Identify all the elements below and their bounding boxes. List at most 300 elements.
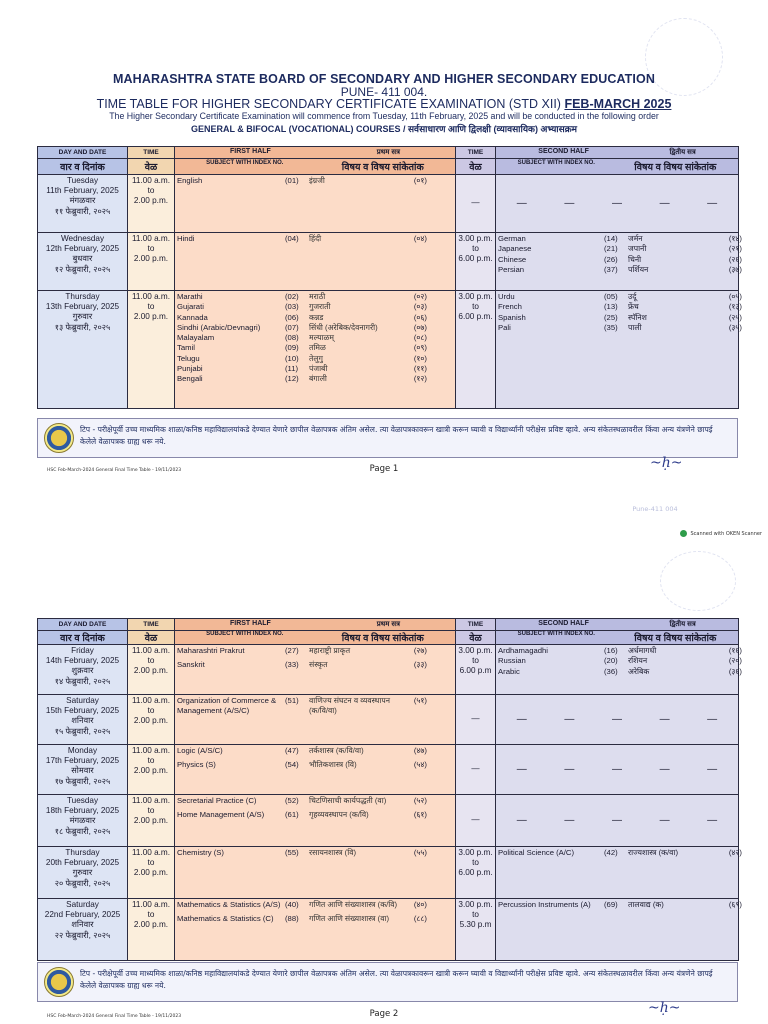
first-half-time-cell	[128, 745, 175, 795]
subject-en: Spanish	[498, 312, 526, 322]
subject-entry	[498, 322, 742, 333]
subject-code: (36)	[604, 666, 618, 676]
table-row	[38, 847, 739, 899]
subject-en: French	[498, 302, 522, 312]
subject-en: Arabic	[498, 666, 520, 676]
subject-en: English	[177, 176, 203, 185]
dash-mark: —	[611, 815, 622, 826]
board-seal-stamp-2	[660, 551, 736, 611]
subject-en: Malayalam	[177, 333, 215, 343]
subject-mr: चिटणिसाची कार्यपद्धती (वा)	[309, 796, 387, 805]
table-row	[38, 899, 739, 961]
footer-file-label: HSC Feb-March-2024 General Final Time Table - 19/11/2023	[47, 1014, 182, 1019]
subject-mcode: (११)	[413, 364, 427, 374]
table-row	[38, 175, 739, 233]
header-time-mr: वेळ	[128, 159, 175, 175]
header-first-half	[175, 147, 456, 159]
time-line: 3.00 p.m.	[458, 900, 493, 909]
subject-mcode: (२६)	[728, 254, 742, 264]
subject-mr: तालवाद्य (क)	[628, 900, 664, 909]
first-half-time-cell	[128, 795, 175, 847]
subject-mcode: (०४)	[413, 234, 427, 243]
subject-code: (14)	[604, 234, 618, 243]
day-date-line: Thursday	[65, 848, 100, 857]
header-day-date: DAY AND DATE	[38, 619, 128, 631]
subject-mr: बंगाली	[309, 374, 327, 384]
subject-mcode: (४०)	[413, 900, 427, 909]
subject-en: Tamil	[177, 343, 195, 353]
scanner-logo-icon	[680, 530, 687, 537]
second-half-subjects-cell	[496, 233, 742, 291]
subject-mr: महाराष्ट्री प्राकृत	[309, 646, 351, 655]
second-half-time-cell	[456, 291, 496, 409]
subject-mr: इंग्रजी	[309, 176, 325, 185]
second-half-subjects-cell	[496, 899, 742, 961]
day-date-cell	[38, 795, 128, 847]
day-date-line: गुरुवार	[72, 312, 93, 322]
subject-mr: उर्दू	[628, 292, 637, 301]
subject-entry	[177, 660, 453, 670]
day-date-line: १२ फेब्रुवारी, २०२५	[54, 264, 111, 274]
day-date-line: 17th February, 2025	[45, 756, 120, 766]
time-line: —	[471, 815, 480, 825]
subject-entry	[177, 364, 453, 374]
first-half-time-cell	[128, 645, 175, 695]
time-line: 2.00 p.m.	[133, 312, 169, 322]
day-date-line: 13th February, 2025	[45, 302, 120, 312]
subject-mcode: (६१)	[413, 810, 427, 820]
subject-entry	[498, 264, 742, 275]
subject-code: (55)	[285, 848, 299, 857]
subject-en: Kannada	[177, 312, 208, 322]
subject-en: Pali	[498, 322, 511, 332]
subject-en: Gujarati	[177, 302, 204, 312]
day-date-line: Wednesday	[60, 234, 105, 243]
table-row	[38, 795, 739, 847]
day-date-line: १८ फेब्रुवारी, २०२५	[54, 826, 111, 836]
second-half-time-cell	[456, 645, 496, 695]
subject-mr: तर्कशास्त्र (क/वि/वा)	[309, 746, 364, 755]
subject-en: Sanskrit	[177, 660, 205, 670]
subject-code: (33)	[285, 660, 299, 670]
time-line: 3.00 p.m.	[458, 848, 493, 857]
header-first-half-mr: प्रथम सत्र	[376, 149, 400, 156]
day-date-line: Friday	[71, 646, 94, 655]
subject-mcode: (१३)	[728, 302, 742, 312]
scanner-text: Scanned with OKEN Scanner	[690, 530, 762, 537]
subject-mr: अर्धमागधी	[628, 646, 657, 655]
header-time-2: TIME	[456, 147, 496, 159]
subject-entry	[498, 646, 742, 656]
first-half-time-cell	[128, 695, 175, 745]
board-logo-icon	[44, 967, 74, 997]
table-row	[38, 695, 739, 745]
second-half-subjects-cell	[496, 847, 742, 899]
subject-mr: जर्मन	[628, 234, 643, 243]
first-half-subjects-cell	[175, 291, 456, 409]
page-number: Page 2	[369, 1009, 399, 1019]
day-date-line: 11th February, 2025	[46, 186, 119, 196]
dash-mark: —	[707, 815, 718, 826]
time-line: 11.00 a.m.	[131, 292, 171, 301]
dash-mark: —	[707, 198, 718, 209]
subject-entry	[498, 302, 742, 312]
header-first-half-en: FIRST HALF	[229, 148, 271, 155]
subject-entry	[177, 176, 453, 186]
subject-en: Punjabi	[177, 364, 203, 374]
day-date-line: १७ फेब्रुवारी, २०२५	[54, 776, 111, 786]
subject-entry	[177, 760, 453, 770]
subject-mcode: (०२)	[413, 292, 427, 301]
day-date-line: शनिवार	[71, 716, 94, 726]
time-line: —	[471, 714, 480, 724]
time-line: 2.00 p.m.	[133, 920, 169, 930]
second-half-time-cell	[456, 899, 496, 961]
header-fh-subject-mr: विषय व विषय सांकेतांक	[341, 633, 424, 644]
subject-en: Chinese	[498, 254, 527, 264]
subject-entry	[177, 234, 453, 244]
empty-session-dashes	[498, 714, 736, 725]
header-second-half-en: SECOND HALF	[538, 148, 589, 155]
subject-mcode: (५४)	[413, 760, 427, 770]
subject-mr: रसायनशास्त्र (वि)	[309, 848, 357, 857]
time-line: 11.00 a.m.	[131, 746, 171, 755]
time-line: to	[472, 910, 479, 920]
subject-code: (10)	[285, 353, 299, 363]
dash-mark: —	[516, 198, 527, 209]
subject-mr: पर्शियन	[628, 264, 649, 274]
subject-entry	[498, 900, 742, 910]
day-date-cell	[38, 175, 128, 233]
subject-en: Chemistry (S)	[177, 848, 224, 857]
subject-entry	[177, 848, 453, 858]
board-title: MAHARASHTRA STATE BOARD OF SECONDARY AND HIGHER SECONDARY EDUCATION	[113, 72, 655, 86]
subject-mcode: (०६)	[413, 312, 427, 322]
subject-en: Home Management (A/S)	[177, 810, 265, 820]
day-date-line: शनिवार	[71, 920, 94, 930]
subject-entry	[177, 646, 453, 656]
subject-en: Russian	[498, 656, 526, 666]
header-first-half-en: FIRST HALF	[229, 620, 271, 627]
day-date-line: १४ फेब्रुवारी, २०२५	[54, 676, 111, 686]
subject-code: (26)	[604, 254, 618, 264]
subject-mcode: (३७)	[728, 264, 742, 274]
dash-mark: —	[659, 815, 670, 826]
time-line: 11.00 a.m.	[131, 234, 171, 243]
first-half-subjects-cell	[175, 795, 456, 847]
board-logo-icon	[44, 423, 74, 453]
subject-en: Marathi	[177, 292, 203, 301]
header-second-half	[496, 619, 739, 631]
subject-mr: गणित आणि संख्याशास्त्र (वा)	[309, 914, 390, 924]
page-gap	[0, 527, 768, 545]
subject-mr: मल्याळम्	[309, 333, 334, 343]
header-second-half-mr: द्वितीय सत्र	[669, 149, 696, 156]
day-date-line: मंगळवार	[69, 816, 96, 826]
subject-entry	[498, 234, 742, 244]
time-line: —	[471, 764, 480, 774]
timetable-page-2	[37, 618, 742, 961]
dash-mark: —	[659, 714, 670, 725]
subject-mr: मराठी	[309, 292, 326, 301]
subject-en: Physics (S)	[177, 760, 216, 770]
header-second-half-en: SECOND HALF	[538, 620, 589, 627]
time-line: 11.00 a.m.	[131, 696, 171, 705]
dash-mark: —	[564, 714, 575, 725]
header-first-half-sub	[175, 631, 456, 645]
subject-code: (51)	[285, 696, 299, 705]
subject-code: (61)	[285, 810, 299, 820]
subject-entry	[177, 746, 453, 756]
time-line: 6.00 p.m	[459, 666, 492, 676]
header-day-date-mr: वार व दिनांक	[38, 631, 128, 645]
subject-mr: संस्कृत	[309, 660, 328, 670]
subject-en: Sindhi (Arabic/Devnagri)	[177, 322, 261, 332]
time-line: to	[147, 756, 155, 766]
second-half-subjects-cell	[496, 291, 742, 409]
board-address: PUNE- 411 004.	[340, 85, 428, 99]
subject-mr: भौतिकशास्त्र (वि)	[309, 760, 357, 770]
subject-code: (54)	[285, 760, 299, 770]
subject-code: (47)	[285, 746, 299, 755]
day-date-cell	[38, 847, 128, 899]
subject-en: Maharashtri Prakrut	[177, 646, 245, 655]
day-date-line: 20th February, 2025	[45, 858, 120, 868]
subject-entry	[498, 254, 742, 265]
subject-code: (02)	[285, 292, 299, 301]
second-half-time-cell	[456, 233, 496, 291]
header-time-2-mr: वेळ	[456, 159, 496, 175]
subject-mr: फ्रेंच	[628, 302, 639, 312]
first-half-time-cell	[128, 233, 175, 291]
subject-en: Hindi	[177, 234, 195, 243]
subject-en: Mathematics & Statistics (C)	[177, 914, 274, 924]
subject-code: (37)	[604, 264, 618, 274]
subject-mr: कन्नड	[309, 312, 324, 322]
header-fh-subject-en: SUBJECT WITH INDEX NO.	[206, 631, 284, 637]
day-date-cell	[38, 899, 128, 961]
header-day-date-mr: वार व दिनांक	[38, 159, 128, 175]
day-date-line: Saturday	[66, 696, 99, 705]
table-row	[38, 291, 739, 409]
day-date-line: सोमवार	[71, 766, 94, 776]
subject-mcode: (१२)	[413, 374, 427, 384]
second-half-time-cell	[456, 795, 496, 847]
second-half-subjects-cell	[496, 645, 742, 695]
day-date-line: बुधवार	[72, 254, 93, 264]
subject-entry	[177, 333, 453, 343]
subject-mcode: (२१)	[728, 244, 742, 254]
subject-code: (03)	[285, 302, 299, 312]
subject-code: (42)	[604, 848, 618, 857]
subject-mr: गुजराती	[309, 302, 331, 312]
first-half-subjects-cell	[175, 695, 456, 745]
subject-mcode: (३५)	[728, 322, 742, 332]
subject-mr: तमिळ	[309, 343, 326, 353]
subject-mr: चिनी	[628, 254, 642, 264]
day-date-line: Tuesday	[66, 796, 99, 805]
first-half-subjects-cell	[175, 847, 456, 899]
dash-mark: —	[611, 714, 622, 725]
day-date-line: 14th February, 2025	[45, 656, 120, 666]
header-time-2-mr: वेळ	[456, 631, 496, 645]
header-second-half-mr: द्वितीय सत्र	[669, 621, 696, 628]
time-line: 6.00 p.m.	[458, 254, 493, 264]
header-time-mr: वेळ	[128, 631, 175, 645]
subject-entry	[498, 656, 742, 666]
table-row	[38, 233, 739, 291]
time-line: to	[472, 302, 479, 312]
day-date-line: Thursday	[65, 292, 100, 301]
timetable-title	[0, 97, 768, 111]
subject-en: Political Science (A/C)	[498, 848, 575, 857]
header-sh-subject-mr: विषय व विषय सांकेतांक	[634, 162, 717, 173]
time-line: to	[147, 302, 155, 312]
first-half-subjects-cell	[175, 645, 456, 695]
time-line: 3.00 p.m.	[458, 646, 493, 655]
stamp-text-line: Pune-411 004	[632, 505, 678, 513]
subject-en: Mathematics & Statistics (A/S)	[177, 900, 281, 909]
table-row	[38, 645, 739, 695]
signature: ~ḥ~	[650, 455, 683, 471]
header-day-date: DAY AND DATE	[38, 147, 128, 159]
day-date-line: 12th February, 2025	[45, 244, 120, 254]
subject-en: Secretarial Practice (C)	[177, 796, 257, 805]
subject-en: Japanese	[498, 244, 532, 254]
dash-mark: —	[707, 714, 718, 725]
note-box	[37, 962, 738, 1002]
stamp-text	[600, 505, 710, 513]
subject-mr: गणित आणि संख्याशास्त्र (क/वि)	[309, 900, 398, 909]
header-second-half	[496, 147, 739, 159]
subject-en: Logic (A/S/C)	[177, 746, 223, 755]
header-sh-subject-mr: विषय व विषय सांकेतांक	[634, 633, 717, 644]
dash-mark: —	[611, 198, 622, 209]
subject-entry	[177, 292, 453, 302]
subject-mr: पाली	[628, 322, 642, 332]
subject-code: (27)	[285, 646, 299, 655]
subject-en: Ardhamagadhi	[498, 646, 549, 655]
day-date-cell	[38, 745, 128, 795]
subject-code: (69)	[604, 900, 618, 909]
dash-mark: —	[611, 764, 622, 775]
time-line: 5.30 p.m	[459, 920, 492, 930]
day-date-line: 22nd February, 2025	[44, 910, 121, 920]
subject-mr: पंजाबी	[309, 364, 328, 374]
dash-mark: —	[516, 764, 527, 775]
subject-mr: राज्यशास्त्र (क/वा)	[628, 848, 679, 857]
footer-file-label: HSC Feb-March-2024 General Final Time Table - 19/11/2023	[47, 468, 182, 473]
day-date-line: Saturday	[66, 900, 99, 909]
second-half-subjects-cell	[496, 745, 739, 795]
subject-code: (25)	[604, 312, 618, 322]
subject-code: (16)	[604, 646, 618, 655]
first-half-subjects-cell	[175, 175, 456, 233]
subject-code: (21)	[604, 244, 618, 254]
dash-mark: —	[707, 764, 718, 775]
subject-entry	[177, 900, 453, 910]
header-first-half-mr: प्रथम सत्र	[376, 621, 400, 628]
header-time: TIME	[128, 147, 175, 159]
time-line: 6.00 p.m.	[458, 868, 493, 878]
time-line: 2.00 p.m.	[133, 196, 169, 206]
header-first-half-sub	[175, 159, 456, 175]
subject-mcode: (०९)	[413, 343, 427, 353]
timetable-page-1	[37, 146, 742, 409]
day-date-line: Monday	[67, 746, 98, 755]
time-line: 11.00 a.m.	[131, 848, 171, 857]
second-half-subjects-cell	[496, 695, 739, 745]
subject-entry	[177, 796, 453, 806]
day-date-cell	[38, 695, 128, 745]
note-text: टिप - परीक्षेपूर्वी उच्च माध्यमिक शाळा/कनिष्ठ महाविद्यालयांकडे देण्यात येणारे छापील वेळापत्रक अंतिम असेल. त्या वेळापत्रकावरून खात्री करून घ्यावी व विद्यार्थ्यांनी परीक्षेस प्रविष्ट व्हावे. अन्य संकेतस्थळावरील किंवा अन्य यंत्रणेने छापई केलेले वेळापत्रक ग्राह्य धरू नये.	[80, 969, 713, 990]
second-half-time-cell	[456, 745, 496, 795]
subject-mr: जपानी	[628, 244, 647, 254]
subject-mr: स्पॅनिश	[628, 312, 647, 322]
time-line: to	[472, 244, 479, 254]
subject-mcode: (१४)	[728, 234, 742, 243]
subject-code: (52)	[285, 796, 299, 805]
time-line: 2.00 p.m.	[133, 254, 169, 264]
intro-text: The Higher Secondary Certificate Examination will commence from Tuesday, 11th February, 2025 and will be conducted in the following order	[109, 111, 659, 121]
day-date-line: शुक्रवार	[71, 666, 94, 676]
day-date-line: १३ फेब्रुवारी, २०२५	[54, 322, 111, 332]
subject-mr: सिंधी (अरेबिक/देवनागरी)	[309, 322, 378, 332]
subject-entry	[177, 302, 453, 312]
subject-entry	[177, 914, 453, 924]
time-line: 6.00 p.m.	[458, 312, 493, 322]
time-line: to	[147, 910, 155, 920]
subject-entry	[498, 244, 742, 254]
courses-text: GENERAL & BIFOCAL (VOCATIONAL) COURSES / सर्वसाधारण आणि द्विलक्षी (व्यावसायिक) अभ्यासक्रम	[190, 124, 578, 134]
subject-code: (20)	[604, 656, 618, 666]
time-line: to	[147, 706, 155, 716]
time-line: 3.00 p.m.	[458, 292, 493, 301]
subject-entry	[177, 354, 453, 364]
day-date-line: 15th February, 2025	[45, 706, 120, 716]
dash-mark: —	[564, 815, 575, 826]
subject-mcode: (०८)	[413, 333, 427, 343]
subject-entry	[498, 848, 742, 858]
subject-entry	[177, 343, 453, 353]
page-number: Page 1	[369, 464, 399, 474]
table-row	[38, 745, 739, 795]
time-line: to	[147, 244, 155, 254]
day-date-line: मंगळवार	[69, 196, 96, 206]
day-date-line: Tuesday	[66, 176, 99, 185]
day-date-line: गुरुवार	[72, 868, 93, 878]
time-line: to	[472, 858, 479, 868]
scanner-watermark	[680, 530, 762, 537]
first-half-time-cell	[128, 847, 175, 899]
header-second-half-sub	[496, 631, 739, 645]
note-text: टिप - परीक्षेपूर्वी उच्च माध्यमिक शाळा/कनिष्ठ महाविद्यालयांकडे देण्यात येणारे छापील वेळापत्रक अंतिम असेल. त्या वेळापत्रकावरून खात्री करून घ्यावी व विद्यार्थ्यांनी परीक्षेस प्रविष्ट व्हावे. अन्य संकेतस्थळावरील किंवा अन्य यंत्रणेने छापई केलेले वेळापत्रक ग्राह्य धरू नये.	[80, 425, 713, 446]
subject-mr: वाणिज्य संघटन व व्यवस्थापन (क/वि/वा)	[309, 696, 390, 716]
second-half-time-cell	[456, 175, 496, 233]
page-2	[0, 545, 768, 1024]
subject-mcode: (४२)	[728, 848, 742, 857]
day-date-line: 18th February, 2025	[45, 806, 120, 816]
time-line: to	[147, 656, 155, 666]
header-fh-subject-en: SUBJECT WITH INDEX NO.	[206, 160, 284, 166]
subject-entry	[498, 292, 742, 302]
subject-code: (35)	[604, 322, 618, 332]
first-half-time-cell	[128, 291, 175, 409]
subject-mcode: (२०)	[728, 656, 742, 666]
time-line: 2.00 p.m.	[133, 666, 169, 676]
subject-code: (88)	[285, 914, 299, 924]
header-time: TIME	[128, 619, 175, 631]
